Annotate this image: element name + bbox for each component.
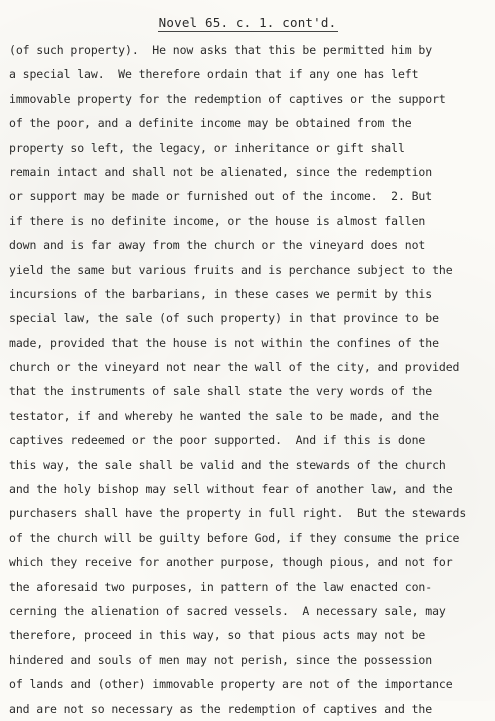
text-line: remain intact and shall not be alienated, since the redemption: [9, 164, 433, 179]
text-line: of the church will be guilty before God, if they consume the price: [9, 530, 460, 545]
text-line: incursions of the barbarians, in these cases we permit by this: [9, 286, 433, 301]
text-line: hindered and souls of men may not perish, since the possession: [9, 652, 433, 667]
text-line: cerning the alienation of sacred vessels. A necessary sale, may: [9, 603, 446, 618]
text-line: therefore, proceed in this way, so that pious acts may not be: [9, 628, 426, 643]
text-line: (of such property). He now asks that this be permitted him by: [9, 43, 433, 57]
text-line: a special law. We therefore ordain that if any one has left: [9, 67, 419, 82]
text-line: or support may be made or furnished out of the income. 2. But: [9, 189, 433, 204]
text-line: of the poor, and a definite income may be obtained from the: [9, 116, 412, 131]
text-line: if there is no definite income, or the house is almost fallen: [9, 213, 426, 228]
text-line: down and is far away from the church or the vineyard does not: [9, 238, 426, 253]
text-line: which they receive for another purpose, though pious, and not for: [9, 555, 453, 570]
text-line: church or the vineyard not near the wall of the city, and provided: [9, 360, 460, 375]
header-underline: [158, 31, 338, 32]
text-line: the aforesaid two purposes, in pattern of the law enacted con-: [9, 579, 433, 594]
text-line: made, provided that the house is not within the confines of the: [9, 335, 439, 350]
text-line: special law, the sale (of such property) in that province to be: [9, 311, 439, 326]
text-line: testator, if and whereby he wanted the sale to be made, and the: [9, 408, 439, 423]
text-line: and the holy bishop may sell without fear of another law, and the: [9, 482, 453, 497]
text-line: immovable property for the redemption of captives or the support: [9, 91, 446, 106]
text-line: this way, the sale shall be valid and the stewards of the church: [9, 457, 446, 472]
text-line: captives redeemed or the poor supported. And if this is done: [9, 433, 426, 448]
text-line: yield the same but various fruits and is perchance subject to the: [9, 262, 453, 277]
text-line: that the instruments of sale shall state the very words of the: [9, 384, 433, 399]
page-header: Novel 65. c. 1. cont'd.: [158, 15, 337, 30]
text-line: purchasers shall have the property in full right. But the stewards: [9, 506, 467, 521]
text-line: and are not so necessary as the redemption of captives and the: [9, 701, 433, 716]
body-text: [9, 38, 495, 721]
text-line: property so left, the legacy, or inheritance or gift shall: [9, 140, 405, 155]
text-line: of lands and (other) immovable property are not of the importance: [9, 677, 453, 692]
